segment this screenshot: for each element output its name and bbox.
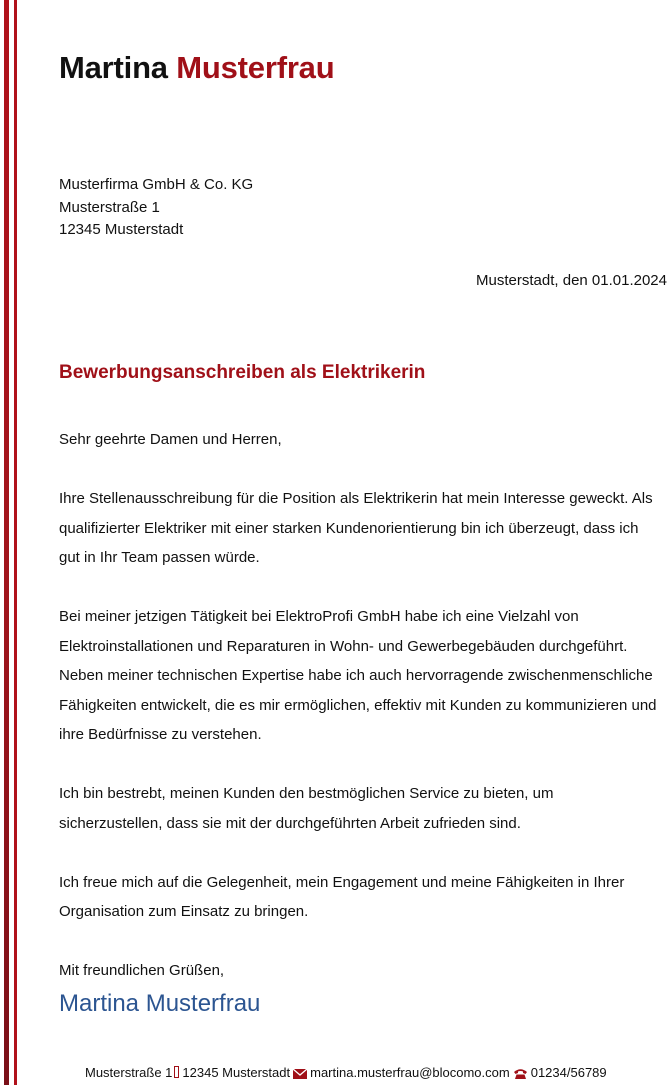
letter-body xyxy=(59,425,659,986)
body-paragraph: Ich bin bestrebt, meinen Kunden den bestmöglichen Service zu bieten, um sicherzustellen, dass sie mit der durchgeführten Arbeit zufrieden sind. xyxy=(59,785,554,832)
subject-line: Bewerbungsanschreiben als Elektrikerin xyxy=(59,362,426,383)
footer-street: Musterstraße 1 xyxy=(85,1065,173,1080)
closing: Mit freundlichen Grüßen, xyxy=(59,962,225,979)
recipient-address xyxy=(59,174,253,242)
salutation: Sehr geehrte Damen und Herren, xyxy=(59,431,282,448)
date-line: Musterstadt, den 01.01.2024 xyxy=(476,272,667,289)
body-paragraph: Ihre Stellenausschreibung für die Position als Elektrikerin hat mein Interesse geweckt. Als qualifizierter Elektriker mit einer starken Kundenorientierung bin ich überzeugt, dass ich gut in Ihr Team passen würde. xyxy=(59,490,653,566)
body-paragraph: Ich freue mich auf die Gelegenheit, mein Engagement und meine Fähigkeiten in Ihrer Organisation zum Einsatz zu bringen. xyxy=(59,873,625,920)
body-paragraph: Bei meiner jetzigen Tätigkeit bei ElektroProfi GmbH habe ich eine Vielzahl von Elektroinstallationen und Reparaturen in Wohn- und Gewerbegebäuden durchgeführt. Neben meiner technischen Expertise habe ich auch hervorragende zwischenmenschliche Fähigkeiten entwickelt, die es mir ermöglichen, effektiv mit Kunden zu kommunizieren und ihre Bedürfnisse zu verstehen. xyxy=(59,608,657,743)
header-name xyxy=(59,50,334,86)
recipient-company: Musterfirma GmbH & Co. KG xyxy=(59,176,254,193)
envelope-icon xyxy=(293,1067,307,1082)
footer-email[interactable]: martina.musterfrau@blocomo.com xyxy=(310,1065,510,1080)
recipient-street: Musterstraße 1 xyxy=(59,198,160,216)
box-separator-icon xyxy=(174,1066,179,1078)
telephone-icon xyxy=(513,1067,528,1082)
header-last-name: Musterfrau xyxy=(176,50,335,85)
footer-phone: 01234/56789 xyxy=(530,1065,607,1080)
left-accent-bar-thick xyxy=(4,0,9,1085)
header-first-name: Martina xyxy=(59,50,168,85)
footer-contact xyxy=(85,1065,607,1082)
footer-city: 12345 Musterstadt xyxy=(182,1065,291,1080)
signature: Martina Musterfrau xyxy=(59,990,261,1017)
recipient-city: 12345 Musterstadt xyxy=(59,221,184,238)
left-accent-bar-thin xyxy=(14,0,17,1085)
